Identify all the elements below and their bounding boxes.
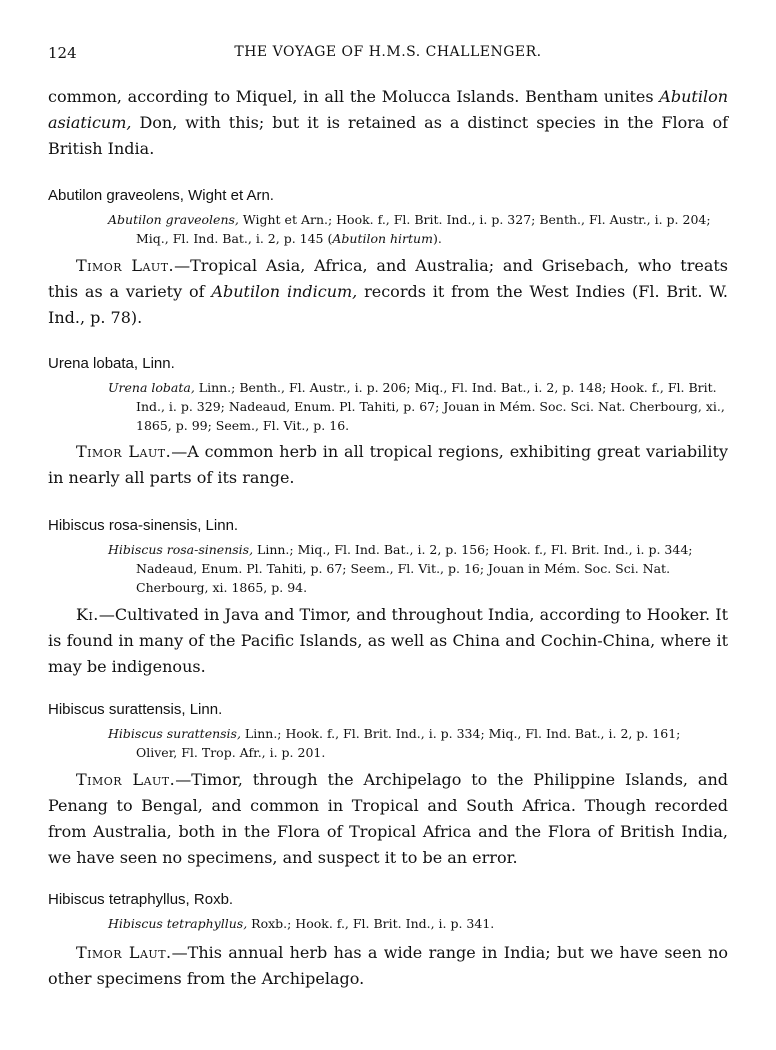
citation-name: Hibiscus tetraphyllus, <box>108 916 248 931</box>
locality-paragraph: Timor Laut.—Timor, through the Archipelago to the Philippine Islands, and Penang to Bengal, and common in Tropical and South Africa. Though recorded from Australia, both in the Flora of Tropical Africa and the Flora of British India, we have seen no specimens, and suspect it to be an error. <box>48 770 728 867</box>
species-heading: Urena lobata, Linn. <box>48 355 175 372</box>
page-number: 124 <box>48 44 77 62</box>
species-citation <box>108 724 728 762</box>
citation-continued: Oliver, Fl. Trop. Afr., i. p. 201. <box>136 745 326 760</box>
locality-species: Abutilon indicum, <box>211 282 358 301</box>
intro-paragraph <box>48 84 728 162</box>
locality-name: Timor Laut. <box>76 943 172 962</box>
species-citation <box>108 378 728 435</box>
species-heading: Abutilon graveolens, Wight et Arn. <box>48 187 274 204</box>
citation-text: Wight et Arn.; Hook. f., Fl. Brit. Ind., i. p. 327; Benth., Fl. Austr., i. p. 204; <box>238 212 711 227</box>
citation-name: Urena lobata, <box>108 380 195 395</box>
locality-paragraph: Timor Laut.—A common herb in all tropical regions, exhibiting great variability in nearly all parts of its range. <box>48 442 728 487</box>
citation-name: Hibiscus surattensis, <box>108 726 241 741</box>
intro-text-2: Don, with this; but it is retained as a distinct species in the Flora of British India. <box>48 113 728 158</box>
species-heading: Hibiscus tetraphyllus, Roxb. <box>48 891 234 908</box>
locality-name: Timor Laut. <box>76 770 176 789</box>
citation-text: Linn.; Benth., Fl. Austr., i. p. 206; Miq., Fl. Ind. Bat., i. 2, p. 148; Hook. f., Fl. Brit. <box>194 380 717 395</box>
species-citation <box>108 540 728 597</box>
citation-text: Roxb.; Hook. f., Fl. Brit. Ind., i. p. 341. <box>247 916 495 931</box>
locality-name: Timor Laut. <box>76 442 172 461</box>
locality-name: Timor Laut. <box>76 256 175 275</box>
locality-name: Ki. <box>76 605 99 624</box>
citation-synonym: Abutilon hirtum <box>332 231 433 246</box>
citation-name: Hibiscus rosa-sinensis, <box>108 542 254 557</box>
intro-text-1: common, according to Miquel, in all the Molucca Islands. Bentham unites <box>48 87 660 106</box>
running-head: THE VOYAGE OF H.M.S. CHALLENGER. <box>234 44 542 60</box>
citation-continued: Miq., Fl. Ind. Bat., i. 2, p. 145 (Abutilon hirtum). <box>136 231 442 246</box>
species-citation <box>108 914 728 933</box>
species-citation <box>108 210 728 248</box>
citation-name: Abutilon graveolens, <box>108 212 239 227</box>
citation-continued: Ind., i. p. 329; Nadeaud, Enum. Pl. Tahiti, p. 67; Jouan in Mém. Soc. Sci. Nat. Cherbourg, xi., 1865, p. 99; Seem., Fl. Vit., p. 16. <box>136 399 725 433</box>
locality-paragraph: Timor Laut.—Tropical Asia, Africa, and Australia; and Grisebach, who treats this as a variety of Abutilon indicum, records it from the West Indies (Fl. Brit. W. Ind., p. 78). <box>48 256 729 327</box>
species-heading: Hibiscus rosa-sinensis, Linn. <box>48 517 239 534</box>
citation-text: Linn.; Hook. f., Fl. Brit. Ind., i. p. 334; Miq., Fl. Ind. Bat., i. 2, p. 161; <box>240 726 681 741</box>
intro-species: Abutilon asiaticum, <box>48 87 728 132</box>
citation-text: Linn.; Miq., Fl. Ind. Bat., i. 2, p. 156; Hook. f., Fl. Brit. Ind., i. p. 344; <box>253 542 693 557</box>
citation-continued: Nadeaud, Enum. Pl. Tahiti, p. 67; Seem., Fl. Vit., p. 16; Jouan in Mém. Soc. Sci. Nat. Cherbourg, xi. 1865, p. 94. <box>136 561 671 595</box>
page-header <box>48 44 728 64</box>
locality-paragraph: Timor Laut.—This annual herb has a wide range in India; but we have seen no other specimens from the Archipelago. <box>48 943 729 988</box>
species-heading: Hibiscus surattensis, Linn. <box>48 701 223 718</box>
locality-paragraph: Ki.—Cultivated in Java and Timor, and throughout India, according to Hooker. It is found in many of the Pacific Islands, as well as China and Cochin-China, where it may be indigenous. <box>48 605 728 676</box>
